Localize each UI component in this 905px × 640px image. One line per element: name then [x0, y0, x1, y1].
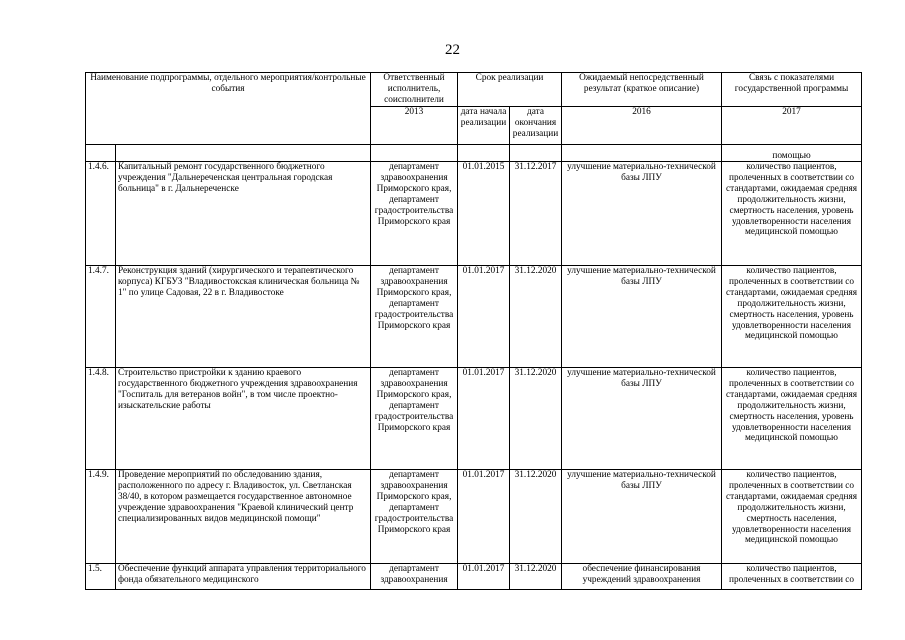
table-row	[86, 470, 862, 564]
header-period: Срок реализации	[458, 73, 562, 107]
row-number: 1.4.7.	[86, 266, 116, 368]
table-row	[86, 368, 862, 470]
row-result: улучшение материально-технической базы ЛПУ	[562, 368, 722, 470]
row-end-date: 31.12.2020	[510, 266, 562, 368]
header-end-date: дата окончания реализации	[510, 107, 562, 145]
row-name: Строительство пристройки к зданию краевого государственного бюджетного учреждения здравоохранения "Госпиталь для ветеранов войн", в том числе проектно-изыскательские работы	[116, 368, 371, 470]
row-link: количество пациентов, пролеченных в соответствии со стандартами, ожидаемая средняя продолжительность жизни, смертность населения, удовлетворенности населения медицинской помощью	[722, 470, 862, 564]
row-number: 1.4.9.	[86, 470, 116, 564]
table-row	[86, 564, 862, 590]
continuation-row	[86, 145, 862, 162]
row-executor: департамент здравоохранения Приморского края, департамент градостроительства Приморского края	[371, 470, 458, 564]
row-number: 1.4.6.	[86, 162, 116, 266]
page-number: 22	[445, 42, 460, 58]
row-number: 1.4.8.	[86, 368, 116, 470]
row-name: Капитальный ремонт государственного бюджетного учреждения "Дальнереченская центральная городская больница" в г. Дальнереченске	[116, 162, 371, 266]
row-result: улучшение материально-технической базы ЛПУ	[562, 470, 722, 564]
header-link: Связь с показателями государственной программы	[722, 73, 862, 107]
row-start-date: 01.01.2017	[458, 564, 510, 590]
row-executor: департамент здравоохранения	[371, 564, 458, 590]
row-end-date: 31.12.2020	[510, 564, 562, 590]
row-end-date: 31.12.2017	[510, 162, 562, 266]
header-result: Ожидаемый непосредственный результат (краткое описание)	[562, 73, 722, 107]
row-result: обеспечение финансирования учреждений здравоохранения	[562, 564, 722, 590]
row-start-date: 01.01.2017	[458, 266, 510, 368]
header-start-date: дата начала реализации	[458, 107, 510, 145]
table-row	[86, 266, 862, 368]
row-result: улучшение материально-технической базы ЛПУ	[562, 266, 722, 368]
row-start-date: 01.01.2017	[458, 470, 510, 564]
row-start-date: 01.01.2017	[458, 368, 510, 470]
row-number: 1.5.	[86, 564, 116, 590]
program-table	[85, 72, 862, 590]
header-year-2013: 2013	[371, 107, 458, 145]
row-result: улучшение материально-технической базы ЛПУ	[562, 162, 722, 266]
row-name: Реконструкция зданий (хирургического и терапевтического корпуса) КГБУЗ "Владивостокская клиническая больница № 1" по улице Садовая, 22 в г. Владивостоке	[116, 266, 371, 368]
row-end-date: 31.12.2020	[510, 368, 562, 470]
header-responsible: Ответственный исполнитель, соисполнители	[371, 73, 458, 107]
header-year-2017: 2017	[722, 107, 862, 145]
row-link: количество пациентов, пролеченных в соответствии со стандартами, ожидаемая средняя продолжительность жизни, смертность населения, уровень удовлетворенности населения медицинской помощью	[722, 368, 862, 470]
row-link: количество пациентов, пролеченных в соответствии со стандартами, ожидаемая средняя продолжительность жизни, смертность населения, уровень удовлетворенности населения медицинской помощью	[722, 266, 862, 368]
row-executor: департамент здравоохранения Приморского края, департамент градостроительства Приморского края	[371, 162, 458, 266]
table-row	[86, 162, 862, 266]
header-year-2016: 2016	[562, 107, 722, 145]
row-executor: департамент здравоохранения Приморского края, департамент градостроительства Приморского края	[371, 266, 458, 368]
row-link: количество пациентов, пролеченных в соответствии со стандартами, ожидаемая средняя продолжительность жизни, смертность населения, уровень удовлетворенности населения медицинской помощью	[722, 162, 862, 266]
row-start-date: 01.01.2015	[458, 162, 510, 266]
row-name: Обеспечение функций аппарата управления территориального фонда обязательного медицинского	[116, 564, 371, 590]
row-end-date: 31.12.2020	[510, 470, 562, 564]
header-name: Наименование подпрограммы, отдельного мероприятия/контрольные события	[86, 73, 371, 145]
row-name: Проведение мероприятий по обследованию здания, расположенного по адресу г. Владивосток, ул. Светланская 38/40, в котором размещается государственное автономное учреждение здравоохранения "Краевой клинический центр специализированных видов медицинской помощи"	[116, 470, 371, 564]
continuation-link: помощью	[722, 145, 862, 162]
row-link: количество пациентов, пролеченных в соответствии со	[722, 564, 862, 590]
row-executor: департамент здравоохранения Приморского края, департамент градостроительства Приморского края	[371, 368, 458, 470]
